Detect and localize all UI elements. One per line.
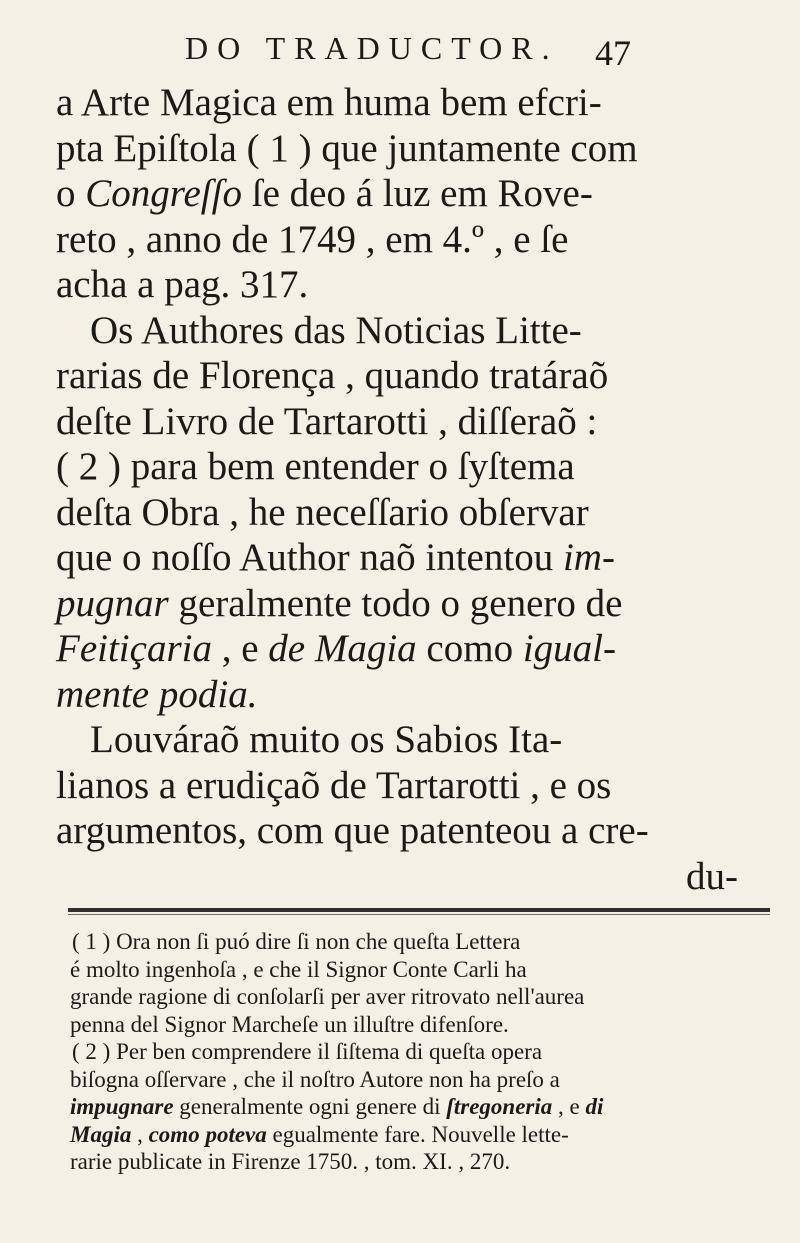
italic-span: como poteva: [148, 1121, 267, 1147]
text-line: ( 2 ) para bem entender o ſyſtema: [56, 445, 575, 488]
text-line: [56, 581, 756, 627]
footnote-line: penna del Signor Marcheſe un illuſtre difenſore.: [70, 1011, 509, 1037]
italic-span: de Magia: [268, 627, 417, 670]
footnote-line: rarie publicate in Firenze 1750. , tom. XI. , 270.: [70, 1149, 511, 1174]
text-span: ,: [131, 1121, 149, 1147]
footnote-line: ( 1 ) Ora non ſi puó dire ſi non che queſta Lettera: [72, 929, 521, 954]
text-line: Louváraõ muito os Sabios Ita-: [90, 718, 563, 761]
italic-span: Congreſſo: [85, 172, 242, 215]
footnotes: [70, 928, 770, 1176]
text-span: como: [416, 627, 523, 670]
italic-span: ſtregoneria: [446, 1094, 553, 1119]
text-span: o: [56, 172, 86, 215]
text-line: reto , anno de 1749 , em 4.º , e ſe: [56, 217, 569, 261]
italic-span: pugnar: [56, 581, 169, 625]
italic-span: igual-: [522, 627, 616, 670]
text-span: generalmente ogni genere di: [173, 1094, 447, 1119]
italic-span: impugnare: [70, 1094, 174, 1119]
footnote-line: ( 2 ) Per ben comprendere il ſiſtema di queſta opera: [72, 1039, 543, 1064]
italic-span: Magia: [70, 1121, 132, 1147]
text-line: pta Epiſtola ( 1 ) que juntamente com: [56, 126, 638, 170]
text-line: [56, 535, 756, 581]
running-header: [185, 30, 705, 80]
text-span: egualmente fare. Nouvelle lette-: [266, 1121, 569, 1147]
text-line: [56, 171, 756, 217]
italic-span: im-: [562, 536, 615, 579]
text-span: ſe deo á luz em Rove-: [241, 172, 593, 215]
text-line: argumentos, com que patenteou a cre-: [56, 809, 649, 852]
text-line: a Arte Magica em huma bem efcri-: [56, 81, 602, 124]
footnote-line: biſogna oſſervare , che il noſtro Autore non ha preſo a: [70, 1066, 560, 1092]
text-line: Os Authores das Noticias Litte-: [90, 308, 582, 352]
footnote-line: grande ragione di conſolarſi per aver ritrovato nell'aurea: [70, 984, 585, 1009]
text-line: deſte Livro de Tartarotti , diſſeraõ :: [56, 399, 598, 443]
text-line: deſta Obra , he neceſſario obſervar: [56, 490, 589, 534]
italic-span: di: [585, 1094, 604, 1119]
text-line: mente podia.: [56, 672, 258, 716]
text-line: rarias de Florença , quando tratáraõ: [56, 354, 609, 397]
footnote-rule: [68, 908, 770, 912]
text-span: , e: [552, 1094, 586, 1119]
text-line: lianos a erudiçaõ de Tartarotti , e os: [56, 763, 612, 807]
footnote-line: é molto ingenhoſa , e che il Signor Conte Carli ha: [70, 956, 527, 982]
footnote-rule-thin: [68, 914, 770, 915]
text-span: que o noſſo Author naõ intentou: [56, 536, 563, 579]
text-line: [56, 626, 756, 672]
page-number: 47: [595, 33, 631, 73]
text-line: acha a pag. 317.: [56, 263, 309, 306]
italic-span: Feitiçaria: [56, 627, 212, 670]
text-span: geralmente todo o genero de: [168, 581, 623, 625]
footnote-line: [70, 1121, 770, 1149]
catchword: du-: [686, 854, 738, 898]
main-text: [56, 80, 756, 899]
footnote-line: [70, 1093, 770, 1121]
running-title: DO TRADUCTOR.: [185, 30, 559, 66]
text-span: , e: [211, 627, 269, 670]
